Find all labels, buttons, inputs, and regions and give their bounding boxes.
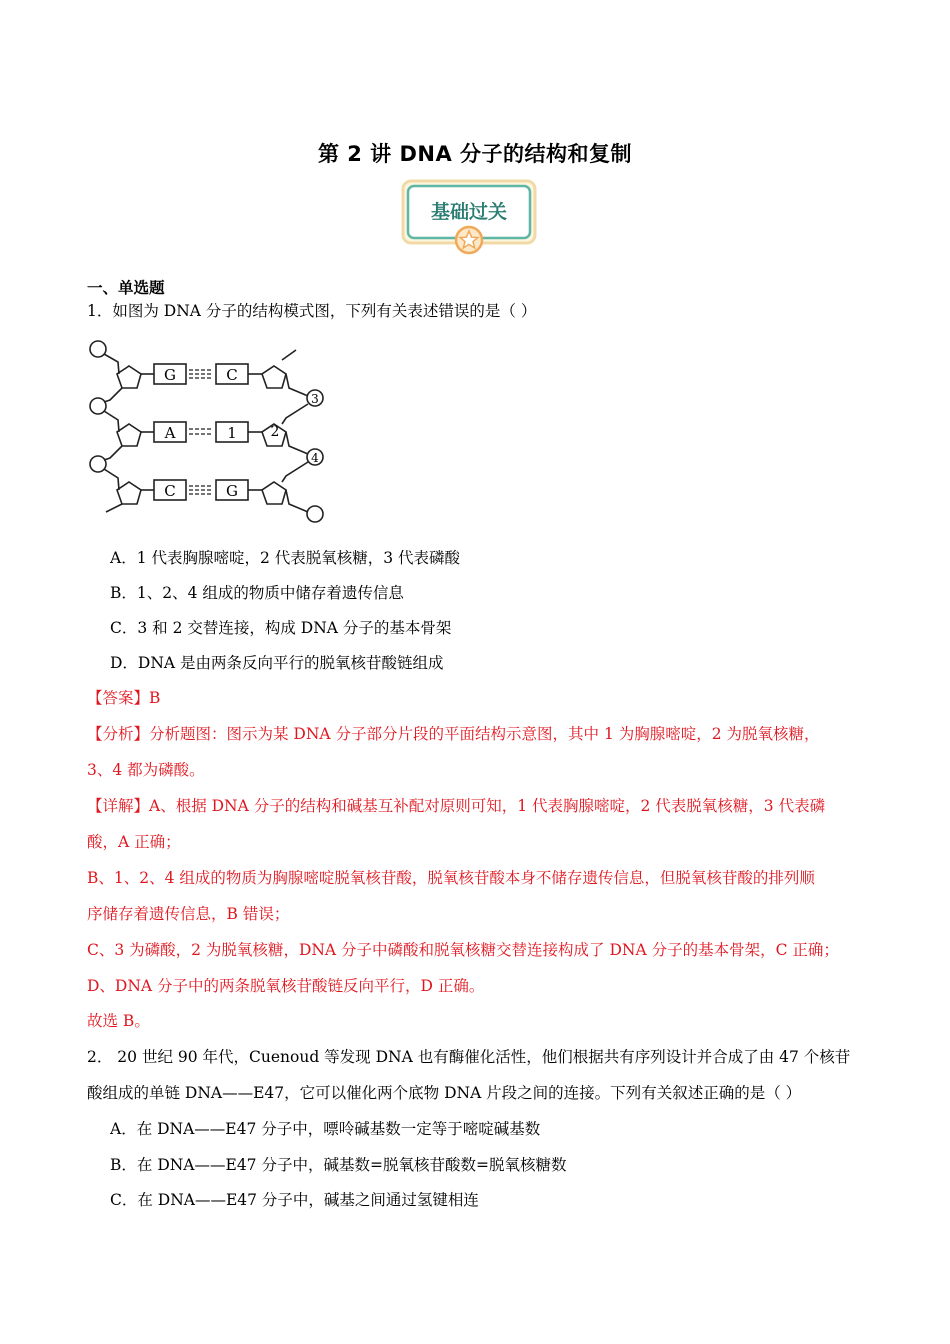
detail-line: B、1、2、4 组成的物质为胸腺嘧啶脱氧核苷酸，脱氧核苷酸本身不储存遗传信息，但脱氧核苷酸的排列顺 bbox=[87, 869, 815, 887]
base-label: G bbox=[164, 366, 176, 384]
detail-line: C、3 为磷酸，2 为脱氧核糖，DNA 分子中磷酸和脱氧核糖交替连接构成了 DNA 分子的基本骨架，C 正确； bbox=[87, 941, 839, 959]
question-2-stem: 2． 20 世纪 90 年代，Cuenoud 等发现 DNA 也有酶催化活性，他们根据共有序列设计并合成了由 47 个核苷 bbox=[87, 1048, 851, 1066]
option-a: A．1 代表胸腺嘧啶，2 代表脱氧核糖，3 代表磷酸 bbox=[110, 549, 461, 567]
base-label: C bbox=[226, 366, 238, 384]
section-heading: 一、单选题 bbox=[87, 279, 165, 297]
option-c: C．在 DNA——E47 分子中，碱基之间通过氢键相连 bbox=[110, 1191, 479, 1209]
detail-line: D、DNA 分子中的两条脱氧核苷酸链反向平行，D 正确。 bbox=[87, 977, 485, 995]
detail-line: 【详解】A、根据 DNA 分子的结构和碱基互补配对原则可知，1 代表胸腺嘧啶，2 代表脱氧核糖，3 代表磷 bbox=[87, 797, 826, 815]
question-2-stem: 酸组成的单链 DNA——E47，它可以催化两个底物 DNA 片段之间的连接。下列有关叙述正确的是（ ） bbox=[87, 1084, 802, 1102]
base-label: C bbox=[164, 482, 176, 500]
detail-line: 酸，A 正确； bbox=[87, 833, 181, 851]
detail-line: 序储存着遗传信息，B 错误； bbox=[87, 905, 290, 923]
number-label: 3 bbox=[311, 392, 319, 406]
base-label: G bbox=[226, 482, 238, 500]
page-title: 第 2 讲 DNA 分子的结构和复制 bbox=[317, 142, 633, 166]
answer: 【答案】B bbox=[87, 689, 161, 707]
option-c: C．3 和 2 交替连接，构成 DNA 分子的基本骨架 bbox=[110, 619, 452, 637]
question-1-stem: 1．如图为 DNA 分子的结构模式图，下列有关表述错误的是（ ） bbox=[87, 302, 537, 320]
option-a: A．在 DNA——E47 分子中，嘌呤碱基数一定等于嘧啶碱基数 bbox=[110, 1120, 541, 1138]
number-label: 4 bbox=[311, 451, 319, 465]
analysis-line: 3、4 都为磷酸。 bbox=[87, 761, 205, 779]
option-d: D．DNA 是由两条反向平行的脱氧核苷酸链组成 bbox=[110, 654, 444, 672]
badge-label: 基础过关 bbox=[430, 201, 508, 223]
section-badge bbox=[399, 178, 539, 256]
number-label: 2 bbox=[270, 424, 280, 440]
option-b: B．在 DNA——E47 分子中，碱基数=脱氧核苷酸数=脱氧核糖数 bbox=[110, 1156, 567, 1174]
base-label: A bbox=[164, 424, 176, 442]
option-b: B．1、2、4 组成的物质中储存着遗传信息 bbox=[110, 584, 404, 602]
base-label: 1 bbox=[227, 424, 237, 442]
dna-structure-diagram bbox=[86, 336, 331, 526]
detail-line: 故选 B。 bbox=[87, 1012, 150, 1030]
analysis-line: 【分析】分析题图：图示为某 DNA 分子部分片段的平面结构示意图，其中 1 为胸腺嘧啶，2 为脱氧核糖， bbox=[87, 725, 820, 743]
